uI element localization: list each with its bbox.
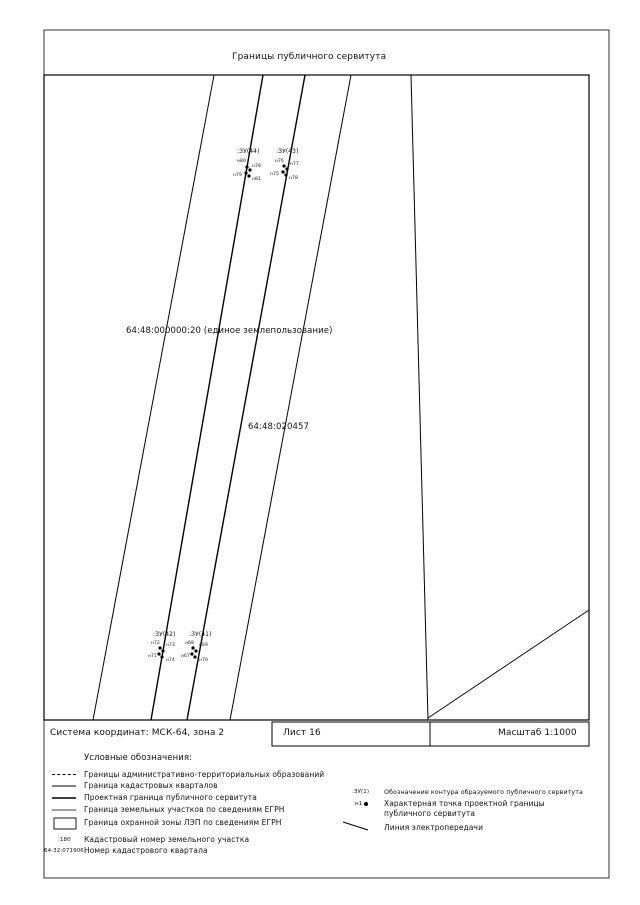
legend-symbol-point-label: н1	[355, 801, 363, 807]
legend-symbol-parcel: :180	[58, 837, 71, 843]
points-zu43	[281, 164, 288, 176]
legend-symbol-power-line	[343, 822, 368, 830]
power-line	[428, 610, 589, 718]
legend-item: Характерная точка проектной границы	[384, 799, 545, 808]
points-zu41	[190, 646, 197, 658]
sheet-number: Лист 16	[283, 728, 321, 738]
legend-symbol-dashed	[52, 774, 76, 775]
parcel-boundary-1	[93, 75, 214, 720]
point-label: н75	[270, 172, 279, 177]
legend-item: Граница земельных участков по сведениям ЕГРН	[84, 805, 285, 814]
legend-item: Проектная граница публичного сервитута	[84, 793, 257, 802]
contour-label-zu41: :ЗУ(41)	[189, 631, 212, 638]
point-label: н81	[252, 177, 261, 182]
point-label: н78	[289, 176, 298, 181]
point-label: н79	[233, 173, 242, 178]
legend-item: публичного сервитута	[384, 809, 476, 818]
legend-heading: Условные обозначения:	[84, 753, 193, 763]
parcel-number-label: 64:48:000000:20 (единое землепользование)	[126, 326, 333, 336]
parcel-boundary-3	[411, 75, 428, 720]
legend-item: Линия электропередачи	[384, 823, 484, 832]
point-label: н67	[181, 654, 190, 659]
parcel-boundary-2	[230, 75, 351, 720]
point-label: н73	[166, 643, 175, 648]
contour-label-zu44: :ЗУ(44)	[237, 148, 260, 155]
contour-label-zu42: :ЗУ(42)	[153, 631, 176, 638]
contour-label-zu43: :ЗУ(43)	[276, 148, 299, 155]
point-label: н76	[275, 159, 284, 164]
map-title: Границы публичного сервитута	[232, 52, 387, 62]
point-label: н78	[252, 164, 261, 169]
point-label: н69	[199, 643, 208, 648]
legend-item: Границы административно-территориальных образований	[84, 770, 325, 779]
legend-item: Номер кадастрового квартала	[84, 846, 208, 855]
legend-symbol-point	[364, 802, 368, 806]
sheet-frame	[44, 30, 609, 878]
point-label: н77	[290, 162, 299, 167]
map-scale: Масштаб 1:1000	[498, 728, 577, 738]
point-label: н68	[185, 641, 194, 646]
quarter-number-label: 64:48:020457	[248, 422, 310, 432]
point-label: н80	[237, 159, 246, 164]
point-label: н70	[199, 658, 208, 663]
legend-symbol-contour: :ЗУ(1)	[352, 789, 370, 795]
map-frame	[44, 75, 589, 720]
legend-symbol-box	[54, 818, 76, 829]
legend-item: Граница охранной зоны ЛЭП по сведениям ЕГРН	[84, 818, 282, 827]
legend-item: Обозначение контура образуемого публичного сервитута	[384, 789, 583, 796]
coordinate-system: Система координат: МСК-64, зона 2	[50, 728, 225, 738]
legend-item: Граница кадастровых кварталов	[84, 781, 218, 790]
point-label: н74	[166, 658, 175, 663]
legend-symbol-quarter: 64:32:071906	[44, 848, 84, 854]
legend-item: Кадастровый номер земельного участка	[84, 835, 250, 844]
point-label: н72	[151, 641, 160, 646]
point-label: н71	[148, 654, 157, 659]
